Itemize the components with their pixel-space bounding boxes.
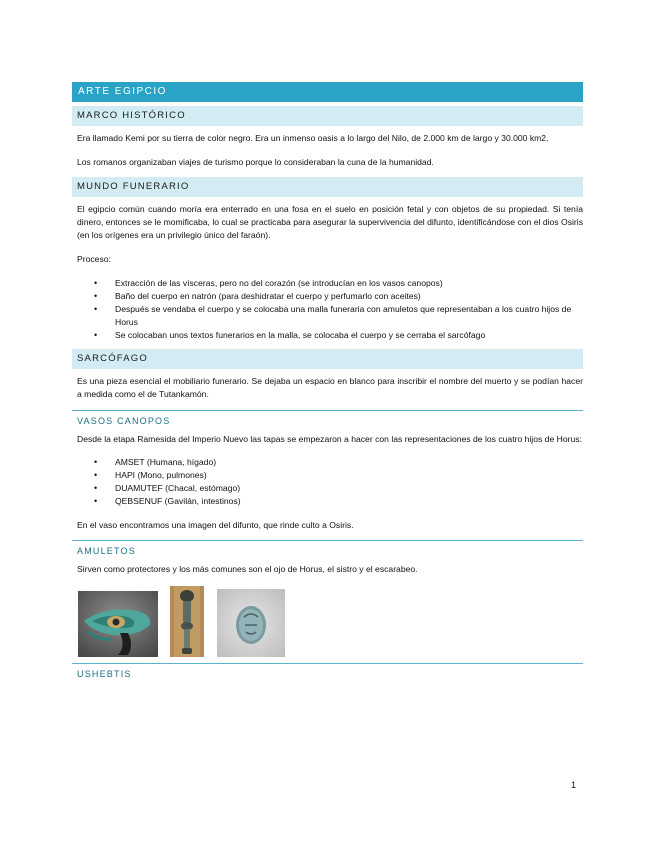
bullet-icon: •	[94, 330, 98, 340]
bullet-icon: •	[94, 470, 98, 480]
list-item: • HAPI (Mono, pulmones)	[94, 470, 207, 480]
list-item: • DUAMUTEF (Chacal, estómago)	[94, 483, 241, 493]
bullet-icon: •	[94, 278, 98, 288]
sistrum-amulet-image	[170, 586, 204, 657]
heading-sarcofago: SARCÓFAGO	[72, 349, 583, 369]
heading-mundo-funerario: MUNDO FUNERARIO	[72, 177, 583, 197]
eye-of-horus-amulet-image	[78, 591, 158, 657]
paragraph-kemi: Era llamado Kemi por su tierra de color negro. Era un inmenso oasis a lo largo del Nilo, de 2.000 km de largo y 30.000 km2.	[77, 133, 549, 143]
list-item: • QEBSENUF (Gavilán, intestinos)	[94, 496, 241, 506]
page-number: 1	[571, 780, 577, 790]
paragraph-proceso: Proceso:	[77, 254, 111, 264]
bullet-icon: •	[94, 483, 98, 493]
document-page	[72, 82, 583, 682]
list-item: • Se colocaban unos textos funerarios en la malla, se colocaba el cuerpo y se cerraba el sarcófago	[94, 330, 486, 340]
document-title: ARTE EGIPCIO	[72, 82, 583, 102]
list-item: • Después se vendaba el cuerpo y se colocaba una malla funeraria con amuletos que representaban a los cuatro hijos de Horus	[94, 304, 572, 327]
paragraph-amuletos: Sirven como protectores y los más comunes son el ojo de Horus, el sistro y el escarabeo.	[77, 564, 418, 574]
heading-marco-historico: MARCO HISTÓRICO	[72, 106, 583, 126]
list-item: • AMSET (Humana, hígado)	[94, 457, 217, 467]
heading-ushebtis: USHEBTIS	[72, 663, 583, 682]
paragraph-romanos: Los romanos organizaban viajes de turismo porque lo consideraban la cuna de la humanidad.	[77, 157, 434, 167]
bullet-icon: •	[94, 291, 98, 301]
list-item: • Baño del cuerpo en natrón (para deshidratar el cuerpo y perfumarlo con aceites)	[94, 291, 421, 301]
paragraph-ramesida: Desde la etapa Ramesida del Imperio Nuevo las tapas se empezaron a hacer con las representaciones de los cuatro hijos de Horus:	[77, 434, 582, 444]
heading-amuletos: AMULETOS	[72, 540, 583, 559]
bullet-icon: •	[94, 496, 98, 506]
list-item: • Extracción de las vísceras, pero no del corazón (se introducían en los vasos canopos)	[94, 278, 443, 288]
scarab-amulet-image	[217, 589, 285, 657]
list-hijos-horus	[72, 456, 583, 508]
heading-vasos-canopos: VASOS CANOPOS	[72, 410, 583, 429]
bullet-icon: •	[94, 304, 98, 314]
bullet-icon: •	[94, 457, 98, 467]
amulet-images	[72, 586, 583, 676]
list-proceso	[72, 277, 583, 342]
paragraph-vaso-difunto: En el vaso encontramos una imagen del difunto, que rinde culto a Osiris.	[77, 520, 354, 530]
paragraph-sarcofago: Es una pieza esencial el mobiliario funerario. Se dejaba un espacio en blanco para inscribir el nombre del muerto y se podían hacer a medida como el de Tutankamón.	[77, 376, 583, 399]
paragraph-egipcio-comun: El egipcio común cuando moría era enterrado en una fosa en el suelo en posición fetal y con objetos de su propiedad. Si tenía dinero, entonces se le momificaba, lo cual se practicaba para asegurar la supervivencia del difunto, identificándose con el dios Osiris (en los orígenes era un privilegio único del faraón).	[77, 204, 583, 240]
